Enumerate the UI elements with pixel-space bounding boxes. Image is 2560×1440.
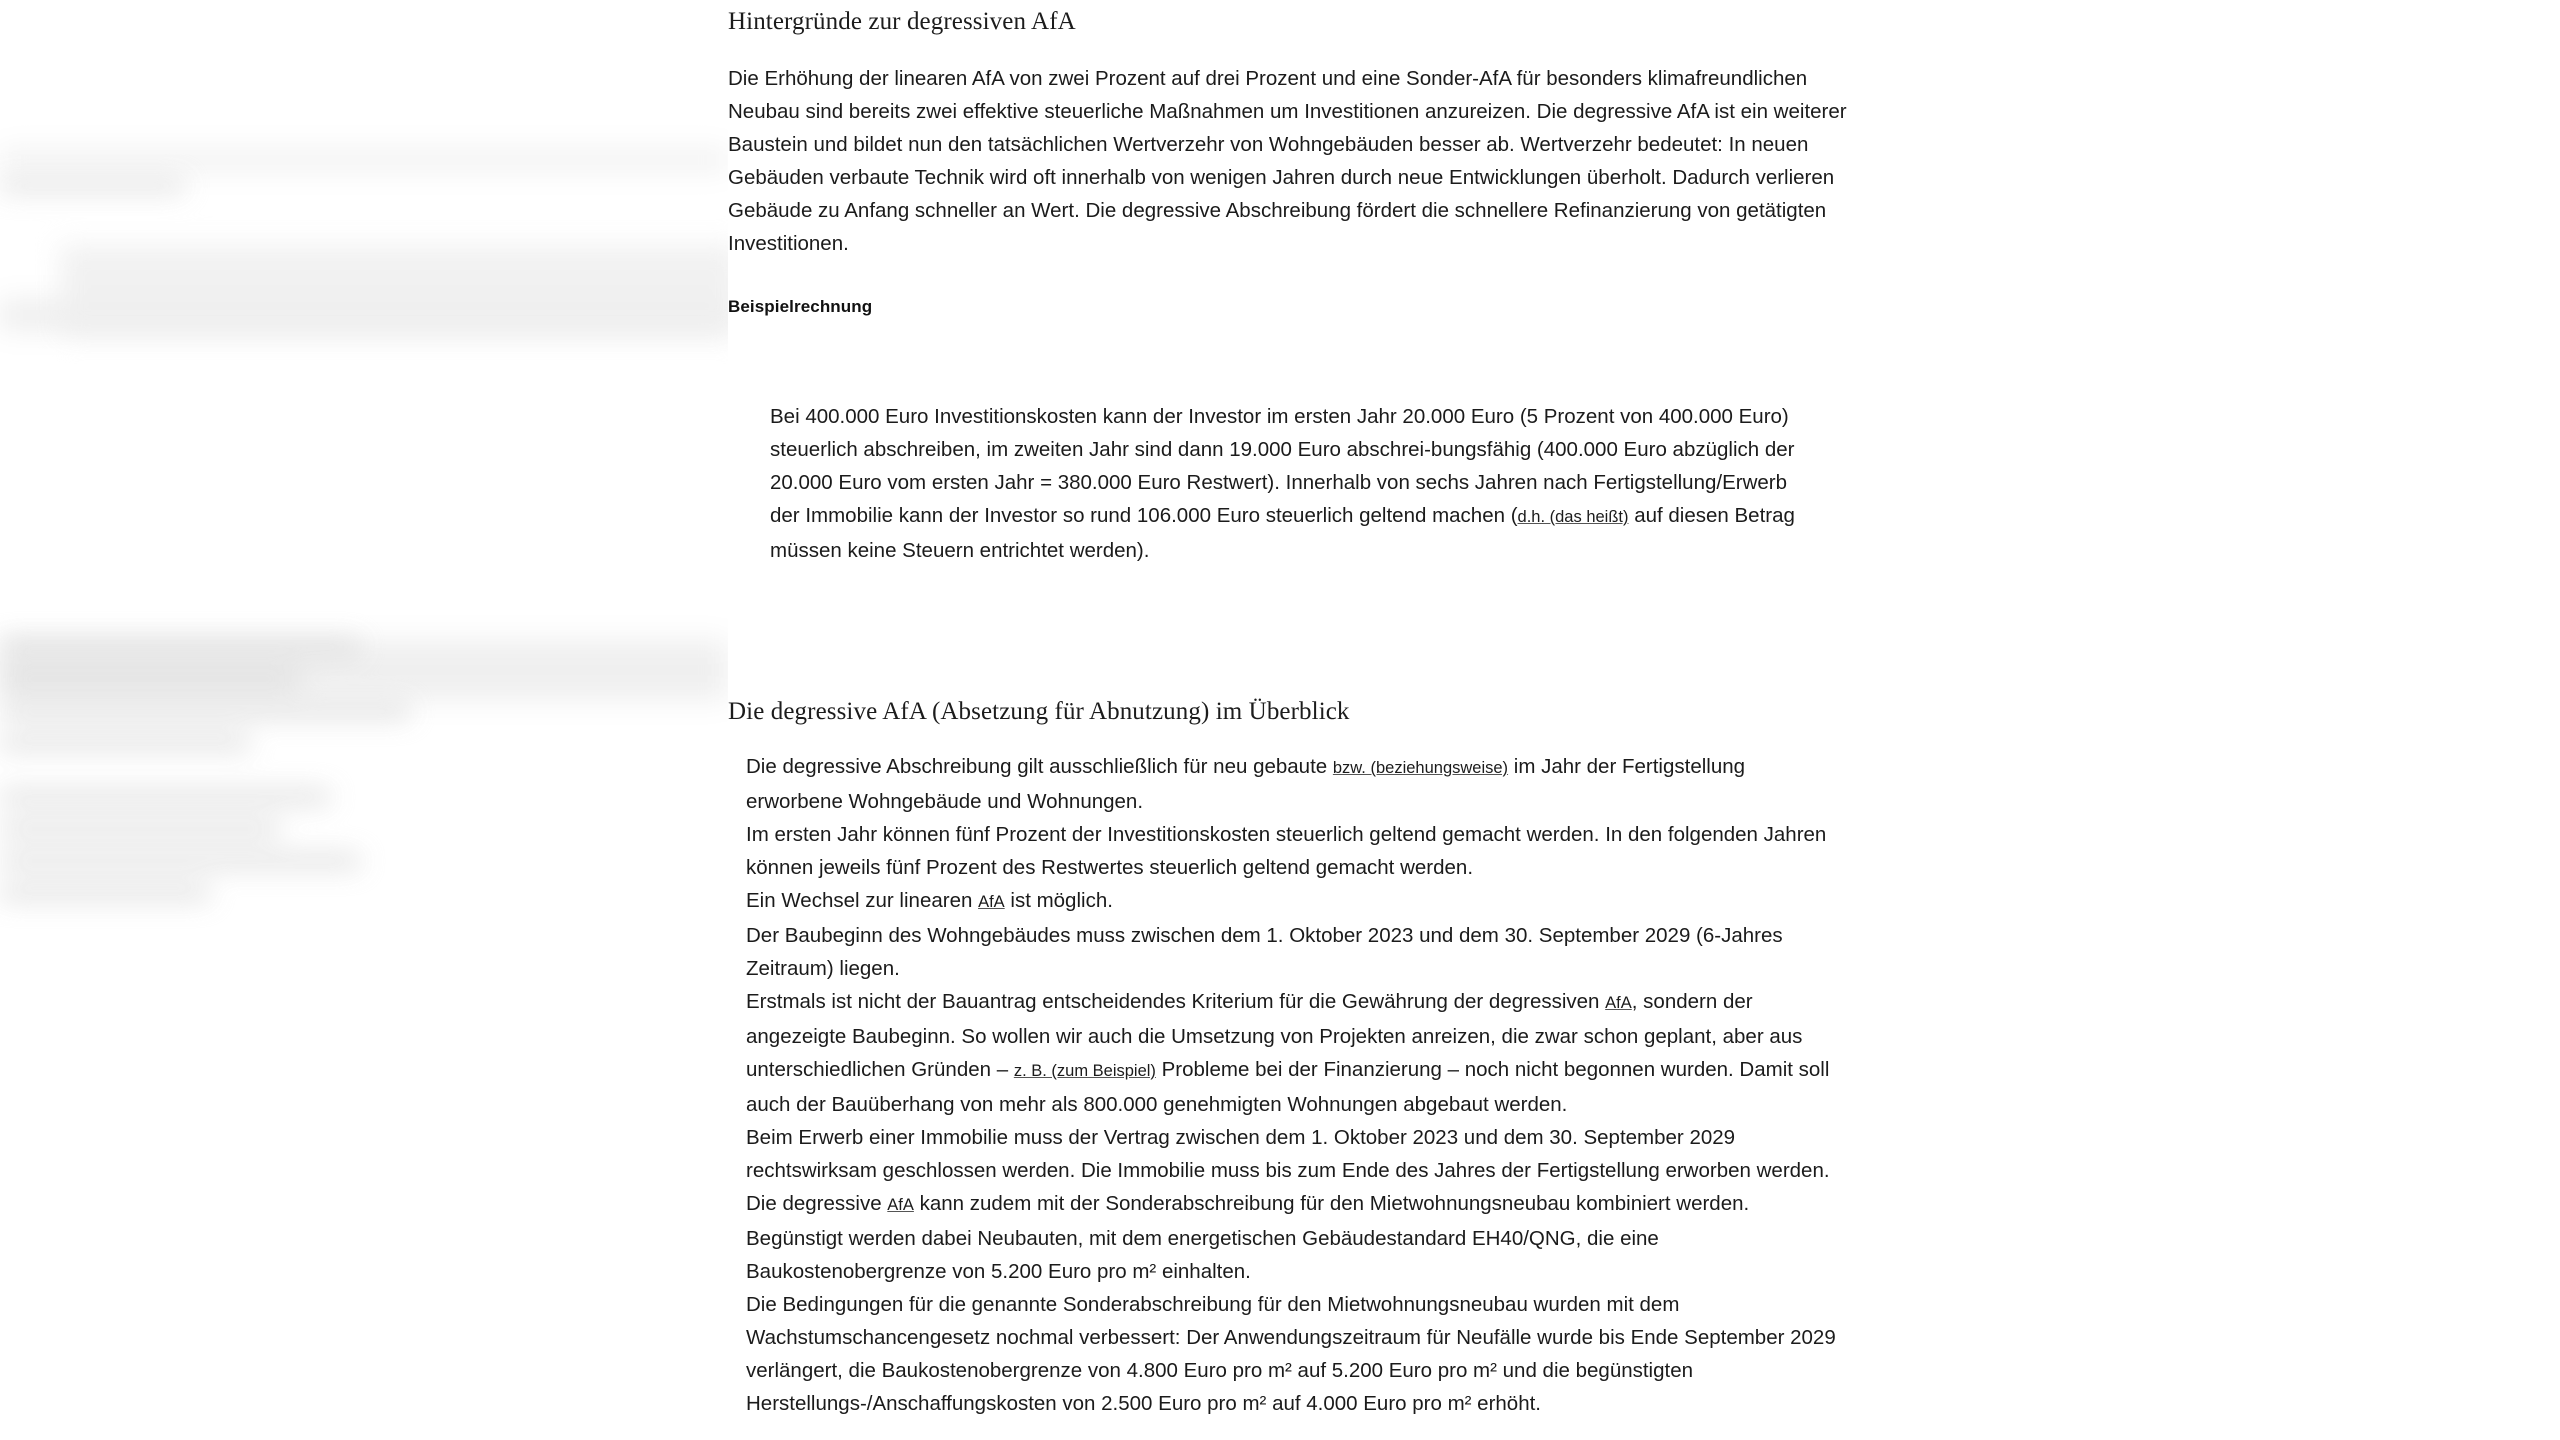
list-item-text: Beim Erwerb einer Immobilie muss der Vertrag zwischen dem 1. Oktober 2023 und dem 30. September 2029 rechtswirksam geschlossen werden. Die Immobilie muss bis zum Ende des Jahres der Fertigstellung erworben werden. <box>746 1126 1830 1182</box>
list-item-text: Im ersten Jahr können fünf Prozent der Investitionskosten steuerlich geltend gemacht werden. In den folgenden Jahren können jeweils fünf Prozent des Restwertes steuerlich geltend gemacht werden. <box>746 823 1827 879</box>
blurred-right-text-marks <box>1848 0 2560 1440</box>
list-item <box>746 919 1846 985</box>
document-page <box>728 0 1848 1440</box>
overview-list <box>746 750 1846 1420</box>
list-item-text: Der Baubeginn des Wohngebäudes muss zwischen dem 1. Oktober 2023 und dem 30. September 2029 (6-Jahres Zeitraum) liegen. <box>746 924 1783 980</box>
list-item-text: Die Bedingungen für die genannte Sonderabschreibung für den Mietwohnungsneubau wurden mit dem Wachstumschancengesetz nochmal verbessert: Der Anwendungszeitraum für Neufälle wurde bis Ende September 2029 verlängert, die Baukostenobergrenze von 4.800 Euro pro m² auf 5.200 Euro pro m² und die begünstigten Herstellungs-/Anschaffungskosten von 2.500 Euro pro m² auf 4.000 Euro pro m² erhöht. <box>746 1293 1836 1415</box>
abbreviation-tooltip[interactable]: AfA <box>887 1196 914 1214</box>
list-item-text: Die degressive <box>746 1192 888 1215</box>
abbreviation-tooltip[interactable]: AfA <box>978 893 1005 911</box>
list-item <box>746 818 1846 884</box>
example-calculation-label: Beispielrechnung <box>728 297 873 316</box>
list-item <box>746 1288 1846 1420</box>
list-item-text: ist möglich. <box>1004 889 1113 912</box>
list-item-text: Die degressive Abschreibung gilt ausschließlich für neu gebaute <box>746 755 1333 778</box>
abbreviation-tooltip[interactable]: AfA <box>1605 994 1632 1012</box>
list-item-text: Erstmals ist nicht der Bauantrag entscheidendes Kriterium für die Gewährung der degressiven <box>746 990 1606 1013</box>
list-item <box>746 1121 1846 1187</box>
list-item <box>746 985 1846 1121</box>
list-item <box>746 1187 1846 1288</box>
section-heading-ueberblick: Die degressive AfA (Absetzung für Abnutzung) im Überblick <box>728 698 1350 725</box>
list-item <box>746 750 1846 818</box>
list-item-text: Probleme bei der Finanzierung – noch nicht begonnen wurden. Damit soll auch der Bauüberhang von mehr als 800.000 genehmigten Wohnungen abgebaut werden. <box>746 1058 1830 1116</box>
list-item-text: kann zudem mit der Sonderabschreibung für den Mietwohnungsneubau kombiniert werden. Begünstigt werden dabei Neubauten, mit dem energetischen Gebäudestandard EH40/QNG, die eine Baukostenobergrenze von 5.200 Euro pro m² einhalten. <box>746 1192 1750 1283</box>
blurred-left-text-marks <box>0 0 728 1440</box>
list-item-text: , sondern der angezeigte Baubeginn. So wollen wir auch die Umsetzung von Projekten anreizen, die zwar schon geplant, aber aus unterschiedlichen Gründen – <box>746 990 1803 1081</box>
example-text-part-1: Bei 400.000 Euro Investitionskosten kann der Investor im ersten Jahr 20.000 Euro (5 Prozent von 400.000 Euro) steuerlich abschreiben, im zweiten Jahr sind dann 19.000 Euro abschrei-bungsfähig (400.000 Euro abzüglich der 20.000 Euro vom ersten Jahr = 380.000 Euro Restwert). Innerhalb von sechs Jahren nach Fertigstellung/Erwerb der Immobilie kann der Investor so rund 106.000 Euro steuerlich geltend machen ( <box>770 405 1795 527</box>
example-calculation-block <box>770 400 1820 567</box>
abbreviation-dh[interactable]: d.h. (das heißt) <box>1517 508 1629 526</box>
section-paragraph-hintergruende: Die Erhöhung der linearen AfA von zwei Prozent auf drei Prozent und eine Sonder-AfA für besonders klimafreundlichen Neubau sind bereits zwei effektive steuerliche Maßnahmen um Investitionen anzureizen. Die degressive AfA ist ein weiterer Baustein und bildet nun den tatsächlichen Wertverzehr von Wohngebäuden besser ab. Wertverzehr bedeutet: In neuen Gebäuden verbaute Technik wird oft innerhalb von wenigen Jahren durch neue Entwicklungen überholt. Dadurch verlieren Gebäude zu Anfang schneller an Wert. Die degressive Abschreibung fördert die schnellere Refinanzierung von getätigten Investitionen. <box>728 67 1847 255</box>
abbreviation-tooltip[interactable]: bzw. (beziehungsweise) <box>1332 759 1509 777</box>
list-item-text: im Jahr der Fertigstellung erworbene Wohngebäude und Wohnungen. <box>746 755 1746 813</box>
example-text-part-2: auf diesen Betrag müssen keine Steuern entrichtet werden). <box>770 504 1795 562</box>
abbreviation-tooltip[interactable]: z. B. (zum Beispiel) <box>1013 1062 1156 1080</box>
section-heading-hintergruende: Hintergründe zur degressiven AfA <box>728 8 1076 35</box>
list-item-text: Ein Wechsel zur linearen <box>746 889 979 912</box>
list-item <box>746 884 1846 919</box>
